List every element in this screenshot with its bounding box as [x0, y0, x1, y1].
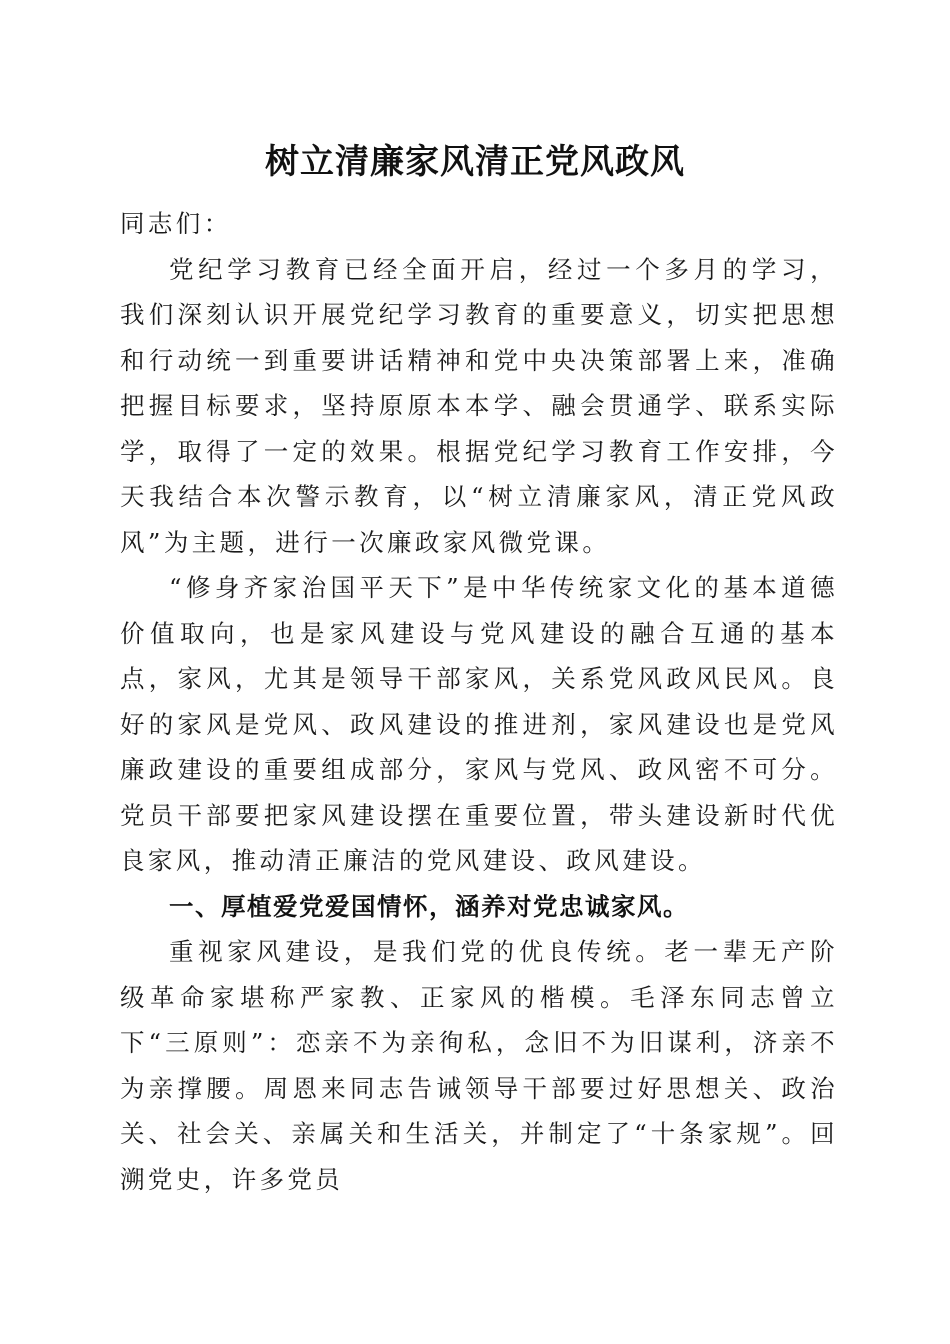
section-heading-1: 一、厚植爱党爱国情怀，涵养对党忠诚家风。	[169, 891, 689, 921]
document-title: 树立清廉家风清正党风政风	[265, 142, 685, 182]
salutation: 同志们：	[120, 209, 232, 238]
paragraph-intro: 党纪学习教育已经全面开启，经过一个多月的学习，我们深刻认识开展党纪学习教育的重要意义，切实把思想和行动统一到重要讲话精神和党中央决策部署上来，准确把握目标要求，坚持原原本本学、融会贯通学、联系实际学，取得了一定的效果。根据党纪学习教育工作安排，今天我结合本次警示教育，以“树立清廉家风，清正党风政风”为主题，进行一次廉政家风微党课。	[120, 254, 838, 557]
document-body	[120, 201, 838, 1202]
paragraph-section-1: 重视家风建设，是我们党的优良传统。老一辈无产阶级革命家堪称严家教、正家风的楷模。毛泽东同志曾立下“三原则”：恋亲不为亲徇私，念旧不为旧谋利，济亲不为亲撑腰。周恩来同志告诫领导干部要过好思想关、政治关、社会关、亲属关和生活关，并制定了“十条家规”。回溯党史，许多党员	[120, 937, 838, 1194]
paragraph-family-values: “修身齐家治国平天下”是中华传统家文化的基本道德价值取向，也是家风建设与党风建设的融合互通的基本点，家风，尤其是领导干部家风，关系党风政风民风。良好的家风是党风、政风建设的推进剂，家风建设也是党风廉政建设的重要组成部分，家风与党风、政风密不可分。党员干部要把家风建设摆在重要位置，带头建设新时代优良家风，推动清正廉洁的党风建设、政风建设。	[120, 573, 838, 875]
